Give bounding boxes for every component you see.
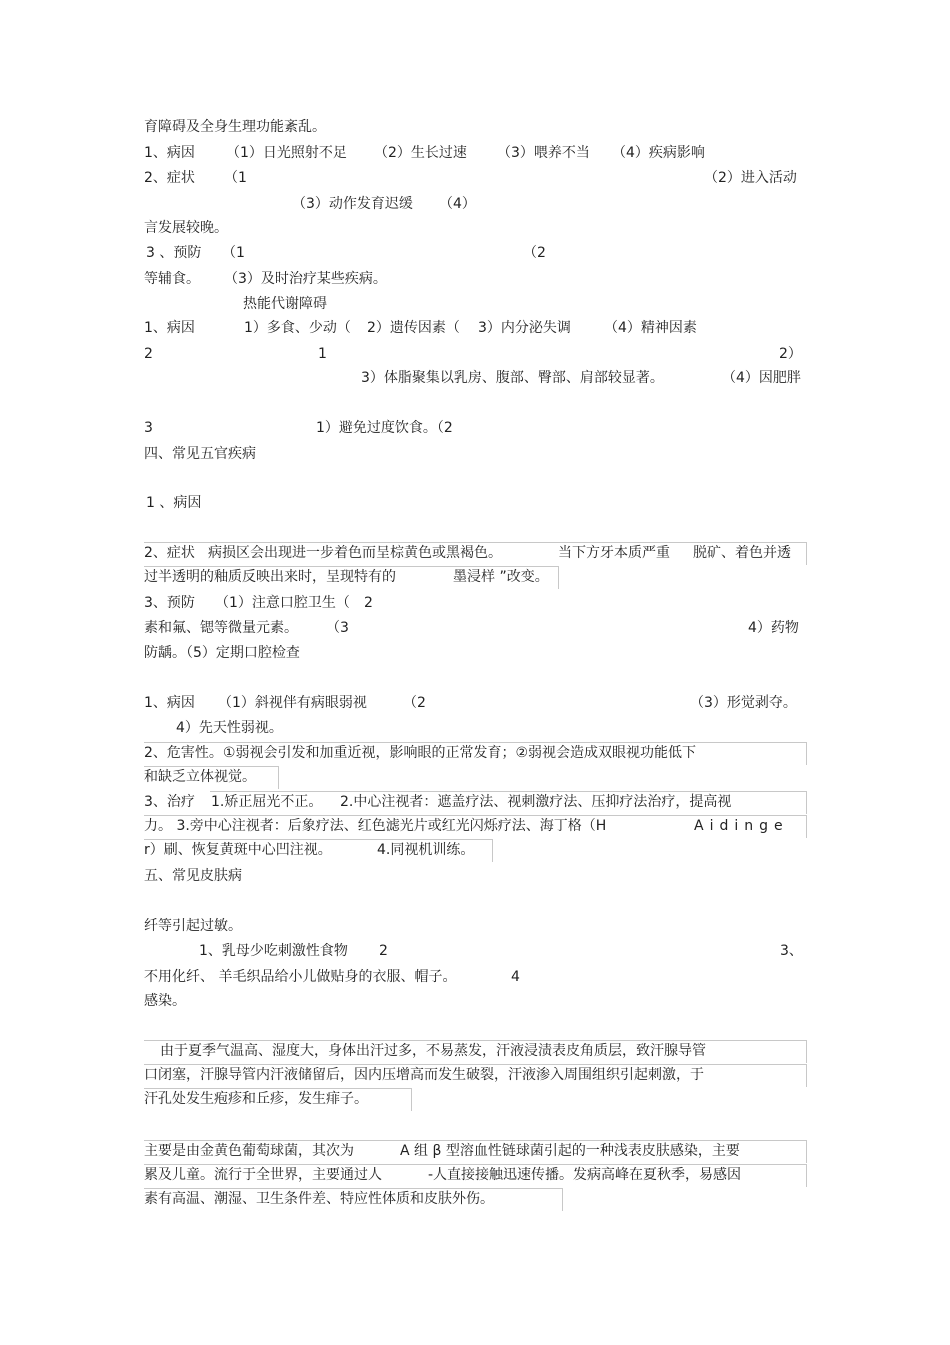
cause-item: （1）日光照射不足 <box>226 145 347 161</box>
fragment: 2 <box>364 595 373 611</box>
text-line: 不用化纤、 羊毛织品给小儿做贴身的衣服、帽子。 <box>144 969 457 985</box>
text-line: 1、乳母少吃刺激性食物 <box>199 943 348 959</box>
prevent-item: （1 <box>222 245 245 261</box>
text-line: 素有高温、潮湿、卫生条件差、特应性体质和皮肤外伤。 <box>144 1191 494 1207</box>
text-line: 汗孔处发生疱疹和丘疹，发生痱子。 <box>144 1091 368 1107</box>
cause-item: （4）精神因素 <box>604 320 697 336</box>
text-line: 和缺乏立体视觉。 <box>144 769 256 785</box>
text-line: -人直接接触迅速传播。发病高峰在夏秋季，易感因 <box>428 1167 742 1183</box>
cause-label: 1、病因 <box>144 145 195 161</box>
text-line: r）刷、恢复黄斑中心凹注视。 <box>144 842 332 858</box>
text-line: 4.同视机训练。 <box>377 842 475 858</box>
text-line: 1）避免过度饮食。（2 <box>316 420 453 436</box>
cause-item: 2）遗传因素（ <box>367 320 460 336</box>
fragment: 4 <box>511 969 520 985</box>
section-heading: 五、常见皮肤病 <box>144 868 242 884</box>
fragment: 2 <box>144 346 153 362</box>
text-line: 脱矿、着色并透 <box>693 545 791 561</box>
prevent-item: （2 <box>523 245 546 261</box>
symptom-item: （3）动作发育迟缓 <box>292 196 413 212</box>
text-line: 2、危害性。①弱视会引发和加重近视，影响眼的正常发育；②弱视会造成双眼视功能低下 <box>144 745 697 761</box>
text-line: 感染。 <box>144 993 186 1009</box>
fragment: 4）药物 <box>748 620 799 636</box>
cause-item: （1）斜视伴有病眼弱视 <box>218 695 367 711</box>
cause-item: 4）先天性弱视。 <box>176 720 283 736</box>
section-heading: 四、常见五官疾病 <box>144 446 256 462</box>
text-line: 防龋。（5）定期口腔检查 <box>144 645 300 661</box>
cause-item: （4）疾病影响 <box>612 145 705 161</box>
text-line: 1.矫正屈光不正。 <box>211 794 323 810</box>
text-line: Aidinge <box>694 818 789 834</box>
text-line: 纤等引起过敏。 <box>144 918 242 934</box>
text-line: 2.中心注视者：遮盖疗法、视刺激疗法、压抑疗法治疗，提高视 <box>340 794 732 810</box>
fragment: 1 <box>318 346 327 362</box>
prevent-label: 3、预防 <box>144 595 195 611</box>
text-line: （3）及时治疗某些疾病。 <box>224 271 387 287</box>
symptom-item: （2）进入活动 <box>704 170 797 186</box>
fragment: 3、 <box>780 943 803 959</box>
text-line: 等辅食。 <box>144 271 200 287</box>
section-title: 热能代谢障碍 <box>243 296 327 312</box>
cause-label: 1、病因 <box>144 695 195 711</box>
text-line: 当下方牙本质严重 <box>558 545 670 561</box>
text-line: 墨浸样 ”改变。 <box>453 569 549 585</box>
cause-item: 3）内分泌失调 <box>478 320 571 336</box>
text-line: （4）因肥胖 <box>722 370 801 386</box>
fragment: 2 <box>379 943 388 959</box>
text-line: 由于夏季气温高、湿度大，身体出汗过多，不易蒸发，汗液浸渍表皮角质层，致汗腺导管 <box>160 1043 706 1059</box>
symptom-label: 2、症状 <box>144 545 195 561</box>
symptom-label: 2、症状 <box>144 170 195 186</box>
fragment: 3 <box>144 420 153 436</box>
text-line: A 组 β 型溶血性链球菌引起的一种浅表皮肤感染，主要 <box>400 1143 740 1159</box>
fragment: 2） <box>779 346 802 362</box>
text-line: 3）体脂聚集以乳房、腹部、臀部、肩部较显著。 <box>361 370 664 386</box>
symptom-item: （1 <box>224 170 247 186</box>
fragment: （2 <box>403 695 426 711</box>
text-line: 育障碍及全身生理功能紊乱。 <box>144 119 326 135</box>
cause-label: 1、病因 <box>144 320 195 336</box>
text-line: 力。 3.旁中心注视者：后象疗法、红色滤光片或红光闪烁疗法、海丁格（H <box>144 818 607 834</box>
text-line: 素和氟、锶等微量元素。 <box>144 620 298 636</box>
text-line: 过半透明的釉质反映出来时，呈现特有的 <box>144 569 396 585</box>
text-line: 口闭塞，汗腺导管内汗液储留后，因内压增高而发生破裂，汗液渗入周围组织引起刺激，于 <box>144 1067 704 1083</box>
text-line: 病损区会出现进一步着色而呈棕黄色或黑褐色。 <box>208 545 502 561</box>
cause-item: 1）多食、少动（ <box>244 320 351 336</box>
text-line: 言发展较晚。 <box>144 220 228 236</box>
fragment: （3 <box>326 620 349 636</box>
prevent-item: （1）注意口腔卫生（ <box>215 595 350 611</box>
text-line: 主要是由金黄色葡萄球菌，其次为 <box>144 1143 354 1159</box>
cause-item: （2）生长过速 <box>374 145 467 161</box>
prevent-label: 3 、预防 <box>146 245 202 261</box>
cause-item: （3）喂养不当 <box>497 145 590 161</box>
treatment-label: 3、治疗 <box>144 794 195 810</box>
cause-label: 1 、病因 <box>146 495 202 511</box>
text-line: 累及儿童。流行于全世界，主要通过人 <box>144 1167 382 1183</box>
symptom-item: （4） <box>439 196 476 212</box>
cause-item: （3）形觉剥夺。 <box>690 695 797 711</box>
